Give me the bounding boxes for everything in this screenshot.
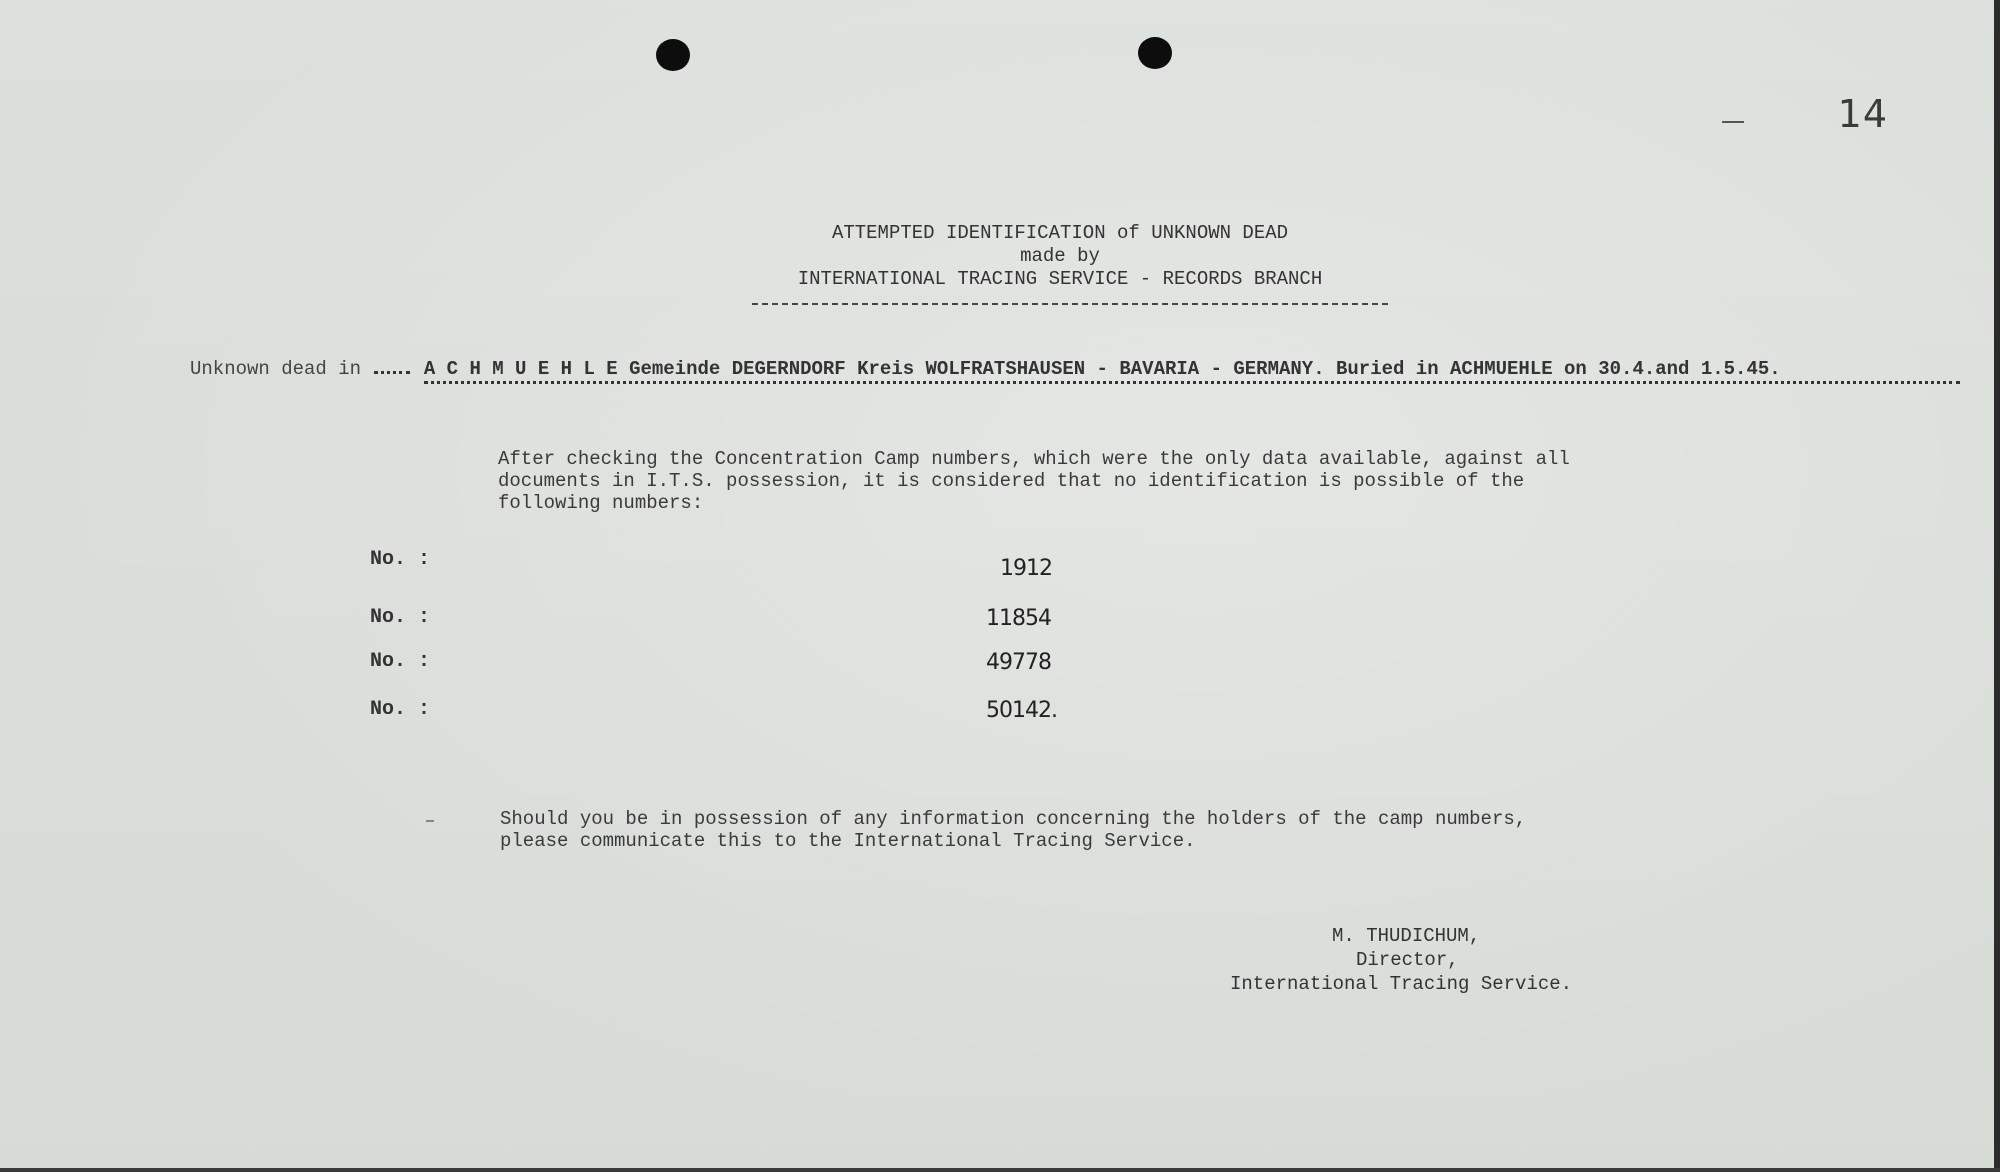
body-paragraph [498,448,1758,514]
punch-hole-right [1138,37,1172,69]
number-label: No. : [370,606,431,629]
closing-line: Should you be in possession of any information concerning the holders of the camp numbers, [500,808,1527,830]
signatory-name: M. THUDICHUM, [1332,925,1481,947]
body-line: documents in I.T.S. possession, it is considered that no identification is possible of the [498,470,1525,492]
scan-edge-right [1994,0,2000,1172]
header-subtitle: made by [1020,245,1100,267]
camp-number-row [370,698,1270,728]
body-line: following numbers: [498,492,704,514]
signature-block [1216,924,1636,996]
camp-number-row [370,606,1270,636]
header-title: ATTEMPTED IDENTIFICATION of UNKNOWN DEAD [831,222,1289,244]
number-label: No. : [370,698,431,721]
camp-number: 1912 [1000,556,1052,581]
closing-line: please communicate this to the International Tracing Service. [500,830,1196,852]
document-header [660,222,1460,291]
location-dots [374,371,410,374]
signatory-title: Director, [1356,949,1459,971]
punch-hole-left [656,39,690,71]
camp-number: 49778 [986,650,1051,675]
camp-number-row [370,650,1270,680]
margin-mark [426,820,434,822]
camp-number: 11854 [986,606,1051,631]
page-number: 14 [1837,92,1888,136]
corner-mark [1722,121,1744,123]
number-label: No. : [370,548,431,571]
header-divider [752,303,1388,305]
body-line: After checking the Concentration Camp numbers, which were the only data available, against all [498,448,1570,470]
camp-number-row [370,548,1270,581]
location-line [190,358,1970,384]
closing-paragraph [500,808,1760,852]
signatory-organization: International Tracing Service. [1230,973,1573,995]
location-text: A C H M U E H L E Gemeinde DEGERNDORF Kreis WOLFRATSHAUSEN - BAVARIA - GERMANY. Buried in ACHMUEHLE on 30.4.and 1.5.45. [424,358,1960,384]
location-label: Unknown dead in [190,358,362,380]
camp-number: 50142. [986,698,1057,723]
header-organization: INTERNATIONAL TRACING SERVICE - RECORDS BRANCH [797,268,1323,290]
number-label: No. : [370,650,431,673]
scan-edge-bottom [0,1168,2000,1172]
